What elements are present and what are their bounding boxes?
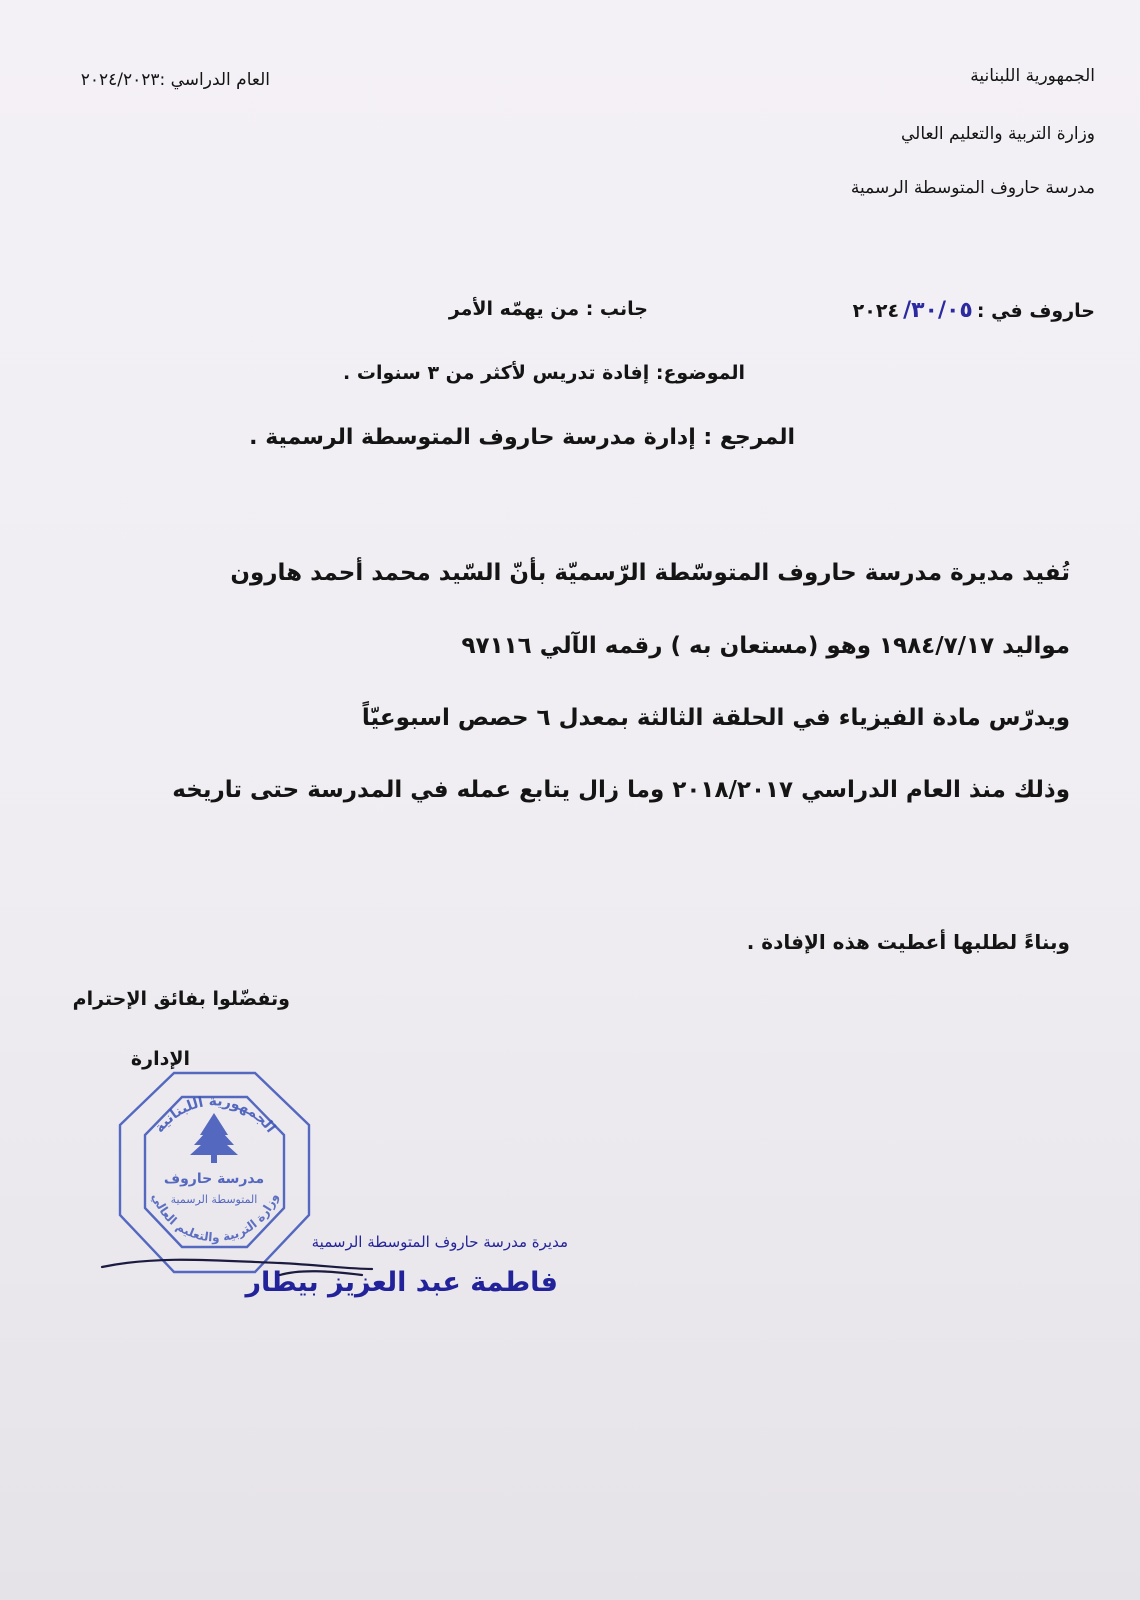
handwritten-date: ٣٠/٠٥/ bbox=[903, 298, 973, 323]
body-line-2: مواليد ١٩٨٤/٧/١٧ وهو (مستعان به ) رقمه الآلي ٩٧١١٦ bbox=[461, 633, 1070, 659]
closing-line: وبناءً لطلبها أعطيت هذه الإفادة . bbox=[746, 930, 1070, 954]
cedar-tree-icon bbox=[190, 1113, 238, 1163]
stamp-inner-line-1: مدرسة حاروف bbox=[163, 1171, 265, 1187]
place-date bbox=[853, 298, 1095, 323]
stamp-inner-line-2: المتوسطة الرسمية bbox=[170, 1193, 258, 1206]
administration-label: الإدارة bbox=[130, 1048, 190, 1070]
header-country: الجمهورية اللبنانية bbox=[970, 66, 1095, 86]
academic-year: العام الدراسي :٢٠٢٤/٢٠٢٣ bbox=[80, 70, 270, 90]
date-year: ٢٠٢٤ bbox=[852, 300, 900, 322]
body-line-4: وذلك منذ العام الدراسي ٢٠١٨/٢٠١٧ وما زال يتابع عمله في المدرسة حتى تاريخه bbox=[172, 777, 1070, 803]
body-line-1: تُفيد مديرة مدرسة حاروف المتوسّطة الرّسميّة بأنّ السّيد محمد أحمد هارون bbox=[230, 560, 1070, 586]
stamp-outer-bottom: وزارة التربية والتعليم العالي bbox=[149, 1191, 281, 1245]
respect-line: وتفضّلوا بفائق الإحترام bbox=[72, 988, 290, 1010]
signatory-name: فاطمة عبد العزيز بيطار bbox=[245, 1267, 558, 1298]
header-ministry: وزارة التربية والتعليم العالي bbox=[900, 124, 1095, 144]
header-school: مدرسة حاروف المتوسطة الرسمية bbox=[850, 178, 1095, 198]
stamp-outer-top: الجمهورية اللبنانية bbox=[151, 1093, 279, 1136]
subject-line: الموضوع: إفادة تدريس لأكثر من ٣ سنوات . bbox=[343, 362, 745, 384]
place-date-prefix: حاروف في : bbox=[976, 300, 1095, 322]
addressee: جانب : من يهمّه الأمر bbox=[448, 298, 648, 320]
body-line-3: ويدرّس مادة الفيزياء في الحلقة الثالثة بمعدل ٦ حصص اسبوعيّاً bbox=[361, 705, 1070, 731]
handwritten-signature-icon bbox=[102, 1260, 372, 1275]
signatory-title: مديرة مدرسة حاروف المتوسطة الرسمية bbox=[311, 1233, 568, 1251]
signature-block bbox=[100, 1225, 590, 1305]
reference-line: المرجع : إدارة مدرسة حاروف المتوسطة الرسمية . bbox=[249, 425, 795, 450]
